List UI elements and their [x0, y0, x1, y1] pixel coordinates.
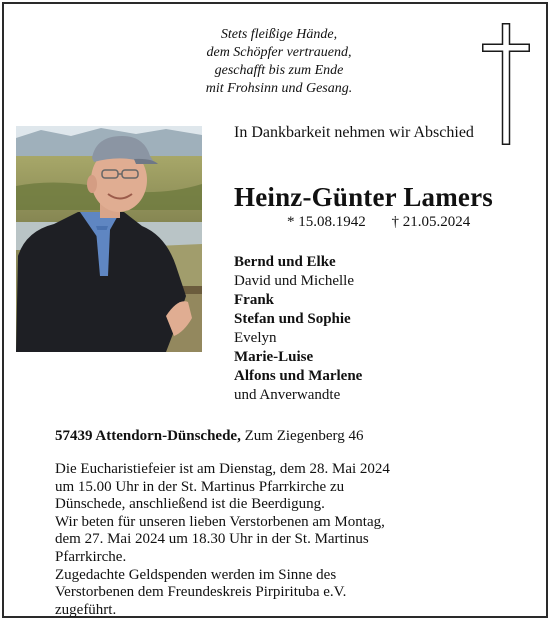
poem-line: mit Frohsinn und Gesang. [205, 81, 353, 96]
deceased-name: Heinz-Günter Lamers [234, 182, 494, 212]
poem-line: dem Schöpfer vertrauend, [206, 45, 352, 60]
service-info-line: Die Eucharistiefeier ist am Dienstag, dem 28. Mai 2024 [55, 461, 390, 477]
mourner-line: und Anverwandte [234, 387, 341, 403]
address [55, 428, 363, 445]
mourner-line: David und Michelle [234, 273, 354, 289]
service-info-line: um 15.00 Uhr in der St. Martinus Pfarrkirche zu [55, 478, 345, 495]
intro-text: In Dankbarkeit nehmen wir Abschied [234, 124, 474, 141]
mourners-list [234, 253, 362, 405]
address-street: Zum Ziegenberg 46 [244, 428, 364, 444]
mourner-line: Stefan und Sophie [234, 311, 351, 327]
mourner-line: Evelyn [234, 330, 277, 346]
service-info-line: Wir beten für unseren lieben Verstorbenen am Montag, [55, 513, 385, 530]
poem [164, 26, 394, 98]
address-place: 57439 Attendorn-Dünschede, [55, 428, 241, 444]
poem-line: geschafft bis zum Ende [214, 63, 344, 78]
poem-line: Stets fleißige Hände, [220, 27, 338, 42]
portrait-photo [16, 126, 202, 352]
mourner-line: Frank [234, 292, 275, 308]
service-info-line: Dünschede, anschließend ist die Beerdigung. [55, 496, 325, 513]
service-info-line: dem 27. Mai 2024 um 18.30 Uhr in der St. Martinus [55, 531, 369, 548]
life-dates [287, 214, 470, 231]
service-info-line: Zugedachte Geldspenden werden im Sinne des [55, 566, 337, 583]
obituary-notice [2, 2, 548, 618]
service-info-line: zugeführt. [55, 601, 117, 618]
service-info-line: Pfarrkirche. [55, 548, 127, 565]
mourner-line: Bernd und Elke [234, 254, 336, 270]
death-date: † 21.05.2024 [391, 214, 471, 230]
birth-date: * 15.08.1942 [287, 214, 366, 230]
service-info-line: Verstorbenen dem Freundeskreis Pirpirituba e.V. [55, 584, 347, 601]
mourner-line: Marie-Luise [234, 349, 314, 365]
mourner-line: Alfons und Marlene [234, 368, 363, 384]
service-info [55, 461, 415, 619]
christian-cross-icon [482, 23, 530, 145]
